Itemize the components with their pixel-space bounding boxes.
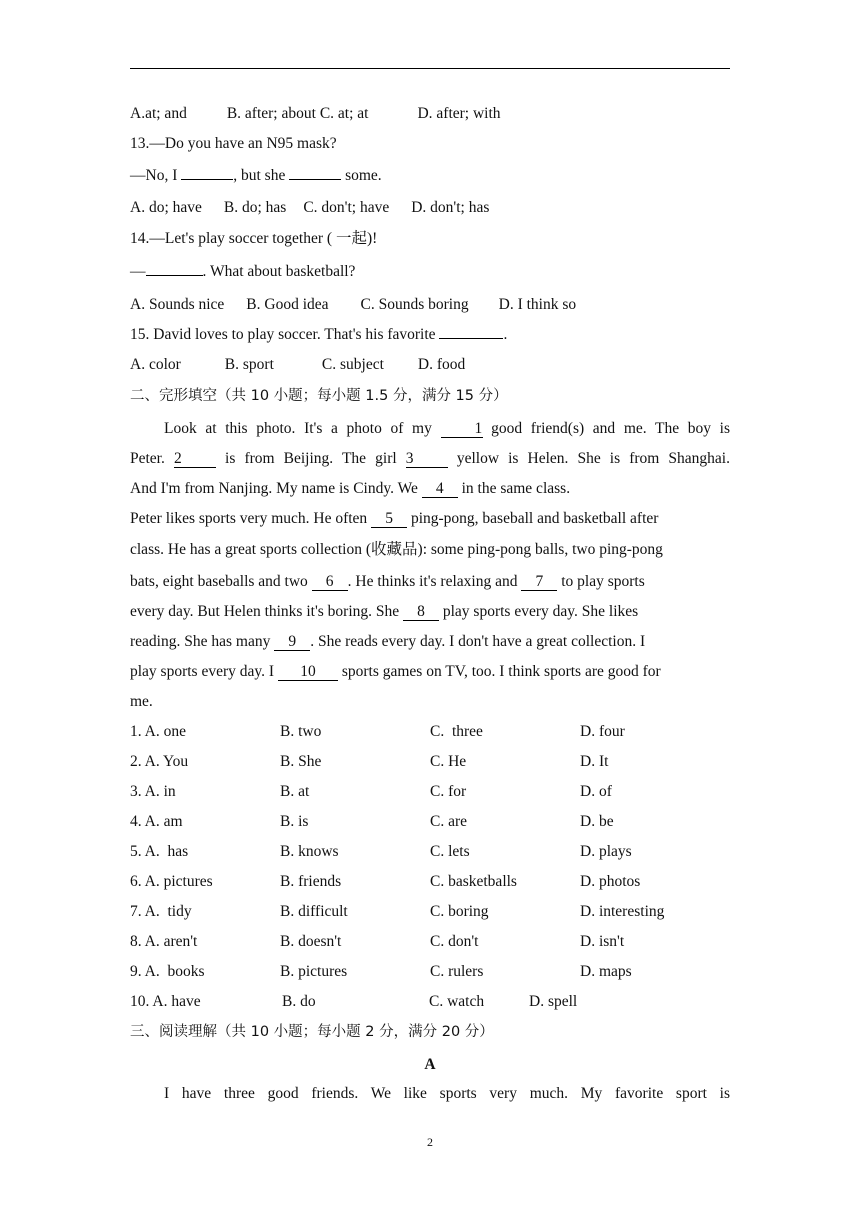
option-a: 3. A. in (130, 783, 176, 800)
section2-heading: 二、完形填空（共 10 小题；每小题 1.5 分，满分 15 分） (130, 388, 508, 404)
option-b: B. is (280, 813, 309, 830)
q14-option-a: A. Sounds nice (130, 296, 225, 313)
cloze-line: me. (130, 693, 153, 710)
blank (181, 179, 233, 180)
cloze-blank: 4 (422, 480, 458, 498)
option-d: D. plays (580, 843, 632, 860)
q14-stem: 14.—Let's play soccer together ( 一起)! (130, 230, 378, 247)
cloze-line: Peter likes sports very much. He often 5 ping-pong, baseball and basketball after (130, 510, 659, 527)
option-d: D. of (580, 783, 612, 800)
cloze-blank: 8 (403, 603, 439, 621)
blank (289, 179, 341, 180)
q15-options (130, 355, 465, 375)
cloze-blank: 10 (278, 663, 338, 681)
option-a: 6. A. pictures (130, 873, 213, 890)
q15-stem: 15. David loves to play soccer. That's his favorite . (130, 326, 508, 343)
option-d: D. maps (580, 963, 632, 980)
header-rule (130, 68, 730, 69)
option-c: C. three (430, 723, 483, 740)
q13-option-c: C. don't; have (303, 199, 390, 216)
option-d: D. isn't (580, 933, 625, 950)
section3-heading: 三、阅读理解（共 10 小题；每小题 2 分，满分 20 分） (130, 1024, 494, 1040)
q14-options (130, 295, 576, 315)
q12-option-c: C. at; at (319, 105, 369, 122)
option-c: C. basketballs (430, 873, 517, 890)
cloze-blank: 2 (174, 450, 216, 468)
q12-option-b: B. after; about (226, 105, 316, 122)
option-b: B. difficult (280, 903, 348, 920)
cloze-blank: 3 (406, 450, 448, 468)
option-a: 4. A. am (130, 813, 183, 830)
cloze-blank: 7 (521, 573, 557, 591)
option-b: B. at (280, 783, 310, 800)
option-d: D. be (580, 813, 614, 830)
option-d: D. four (580, 723, 625, 740)
cloze-blank: 6 (312, 573, 348, 591)
option-c: C. are (430, 813, 468, 830)
option-c: C. boring (430, 903, 489, 920)
option-b: B. friends (280, 873, 342, 890)
q13-option-a: A. do; have (130, 199, 202, 216)
passage-a-label: A (424, 1056, 436, 1073)
cloze-line: play sports every day. I 10 sports games on TV, too. I think sports are good for (130, 663, 661, 680)
cloze-blank: 9 (274, 633, 310, 651)
option-d: D. spell (529, 993, 578, 1010)
cloze-line: Peter. 2 is from Beijing. The girl 3 yellow is Helen. She is from Shanghai. (130, 450, 730, 467)
option-b: B. two (280, 723, 322, 740)
option-c: C. He (430, 753, 467, 770)
q13-stem: 13.—Do you have an N95 mask? (130, 135, 337, 152)
option-c: C. don't (430, 933, 479, 950)
option-b: B. doesn't (280, 933, 342, 950)
option-d: D. It (580, 753, 609, 770)
option-a: 9. A. books (130, 963, 205, 980)
page-number: 2 (427, 1135, 433, 1149)
q14-reply: — . What about basketball? (130, 263, 356, 280)
q13-option-d: D. don't; has (411, 199, 490, 216)
q13-reply: —No, I , but she some. (130, 167, 382, 184)
q13-option-b: B. do; has (223, 199, 287, 216)
option-b: B. pictures (280, 963, 348, 980)
option-b: B. knows (280, 843, 339, 860)
option-a: 10. A. have (130, 993, 201, 1010)
q15-option-b: B. sport (224, 356, 274, 373)
blank (146, 275, 203, 276)
cloze-line: every day. But Helen thinks it's boring. She 8 play sports every day. She likes (130, 603, 639, 620)
option-a: 2. A. You (130, 753, 189, 770)
q14-option-d: D. I think so (498, 296, 577, 313)
option-d: D. photos (580, 873, 641, 890)
cloze-line: reading. She has many 9 . She reads every day. I don't have a great collection. I (130, 633, 646, 650)
cloze-line: And I'm from Nanjing. My name is Cindy. We 4 in the same class. (130, 480, 571, 497)
option-a: 8. A. aren't (130, 933, 198, 950)
q15-option-a: A. color (130, 356, 181, 373)
option-c: C. rulers (430, 963, 484, 980)
q15-option-d: D. food (417, 356, 466, 373)
cloze-line: bats, eight baseballs and two 6 . He thinks it's relaxing and 7 to play sports (130, 573, 645, 590)
option-b: B. do (282, 993, 316, 1010)
option-a: 1. A. one (130, 723, 186, 740)
option-c: C. for (430, 783, 467, 800)
cloze-line: class. He has a great sports collection (收藏品): some ping-pong balls, two ping-pong (130, 541, 663, 558)
blank (439, 338, 503, 339)
q14-option-c: C. Sounds boring (360, 296, 469, 313)
q14-option-b: B. Good idea (246, 296, 329, 313)
passage-a-line: I have three good friends. We like sports very much. My favorite sport is (164, 1085, 730, 1102)
cloze-blank: 5 (371, 510, 407, 528)
option-c: C. watch (429, 993, 485, 1010)
q12-option-a: A.at; and (130, 105, 187, 122)
option-c: C. lets (430, 843, 470, 860)
q13-options (130, 198, 489, 218)
option-b: B. She (280, 753, 322, 770)
option-a: 7. A. tidy (130, 903, 192, 920)
option-d: D. interesting (580, 903, 665, 920)
option-a: 5. A. has (130, 843, 189, 860)
cloze-line: Look at this photo. It's a photo of my 1 good friend(s) and me. The boy is (164, 420, 730, 437)
q12-options (130, 104, 501, 124)
cloze-blank: 1 (441, 420, 483, 438)
q15-option-c: C. subject (321, 356, 384, 373)
q12-option-d: D. after; with (417, 105, 501, 122)
